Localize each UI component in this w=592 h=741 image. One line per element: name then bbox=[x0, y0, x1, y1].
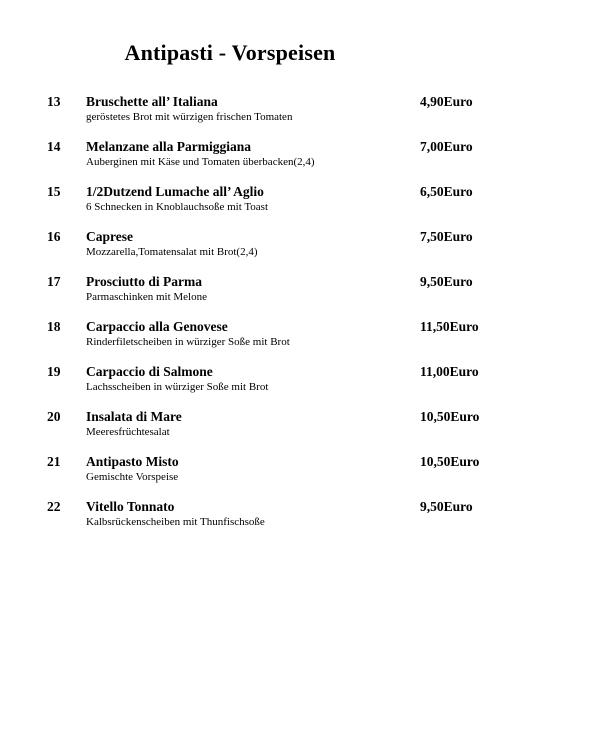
item-price: 11,50Euro bbox=[420, 319, 479, 334]
item-price: 7,00Euro bbox=[420, 139, 473, 154]
menu-item bbox=[0, 364, 592, 409]
menu-item bbox=[0, 409, 592, 454]
item-description: Rinderfiletscheiben in würziger Soße mit Brot bbox=[86, 336, 290, 348]
item-name: 1/2Dutzend Lumache all’ Aglio bbox=[86, 184, 264, 199]
item-price: 10,50Euro bbox=[420, 409, 480, 424]
item-price: 7,50Euro bbox=[420, 229, 473, 244]
item-description: Meeresfrüchtesalat bbox=[86, 426, 170, 438]
item-name: Carpaccio di Salmone bbox=[86, 364, 213, 379]
menu-list bbox=[0, 94, 592, 544]
page-title: Antipasti - Vorspeisen bbox=[124, 40, 336, 65]
item-price: 4,90Euro bbox=[420, 94, 473, 109]
menu-item bbox=[0, 454, 592, 499]
item-price: 10,50Euro bbox=[420, 454, 480, 469]
item-description: Gemischte Vorspeise bbox=[86, 471, 179, 483]
item-name: Bruschette all’ Italiana bbox=[86, 94, 218, 109]
item-number: 17 bbox=[47, 274, 61, 289]
menu-item bbox=[0, 184, 592, 229]
item-number: 15 bbox=[47, 184, 61, 199]
item-number: 18 bbox=[47, 319, 61, 334]
item-name: Prosciutto di Parma bbox=[86, 274, 202, 289]
item-number: 21 bbox=[47, 454, 61, 469]
menu-item bbox=[0, 229, 592, 274]
item-description: Auberginen mit Käse und Tomaten überbacken(2,4) bbox=[86, 156, 315, 168]
item-name: Antipasto Misto bbox=[86, 454, 179, 469]
item-number: 19 bbox=[47, 364, 61, 379]
item-description: Kalbsrückenscheiben mit Thunfischsoße bbox=[86, 516, 265, 528]
item-number: 14 bbox=[47, 139, 61, 154]
menu-item bbox=[0, 499, 592, 544]
menu-item bbox=[0, 274, 592, 319]
item-name: Vitello Tonnato bbox=[86, 499, 175, 514]
item-name: Insalata di Mare bbox=[86, 409, 182, 424]
item-description: Parmaschinken mit Melone bbox=[86, 291, 207, 303]
item-name: Caprese bbox=[86, 229, 133, 244]
item-number: 16 bbox=[47, 229, 61, 244]
menu-item bbox=[0, 139, 592, 184]
item-price: 11,00Euro bbox=[420, 364, 479, 379]
item-description: Mozzarella,Tomatensalat mit Brot(2,4) bbox=[86, 246, 258, 258]
item-price: 9,50Euro bbox=[420, 499, 473, 514]
item-description: 6 Schnecken in Knoblauchsoße mit Toast bbox=[86, 201, 269, 213]
item-description: geröstetes Brot mit würzigen frischen Tomaten bbox=[86, 111, 293, 123]
item-price: 9,50Euro bbox=[420, 274, 473, 289]
item-price: 6,50Euro bbox=[420, 184, 473, 199]
menu-item bbox=[0, 319, 592, 364]
menu-item bbox=[0, 94, 592, 139]
item-name: Melanzane alla Parmiggiana bbox=[86, 139, 251, 154]
item-number: 20 bbox=[47, 409, 61, 424]
item-number: 22 bbox=[47, 499, 61, 514]
item-description: Lachsscheiben in würziger Soße mit Brot bbox=[86, 381, 269, 393]
item-name: Carpaccio alla Genovese bbox=[86, 319, 228, 334]
item-number: 13 bbox=[47, 94, 61, 109]
